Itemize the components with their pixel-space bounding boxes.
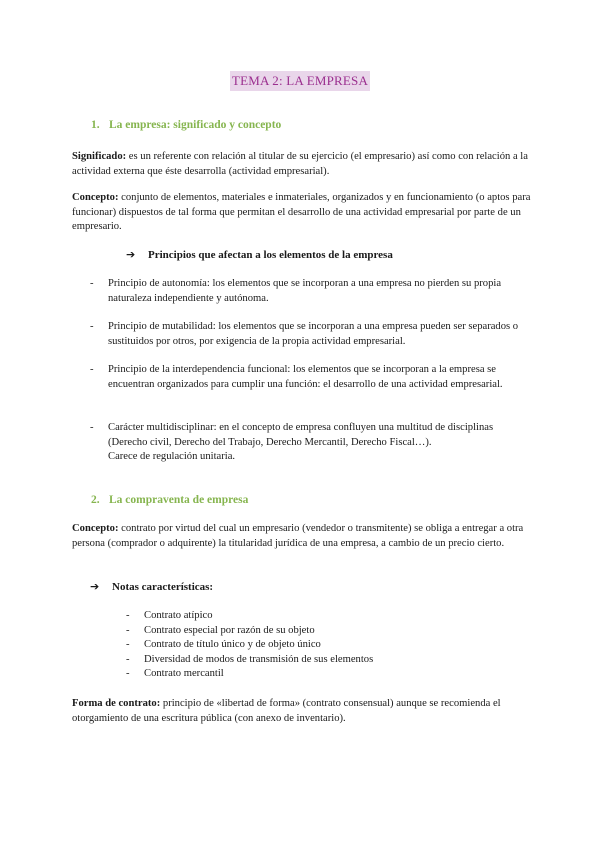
dash-marker: -: [126, 624, 130, 636]
concepto-text: contrato por virtud del cual un empresario (vendedor o transmitente) se obliga a entregar a otra persona (comprador o adquirente) la titularidad jurídica de una empresa, a cambio de un precio cierto.: [72, 523, 524, 549]
section-number: 1.: [91, 119, 100, 131]
list-item-text: Contrato especial por razón de su objeto: [144, 624, 315, 636]
significado-text: es un referente con relación al titular de su ejercicio (el empresario) así como con relación a la actividad externa que éste desarrolla (actividad empresarial).: [72, 151, 528, 177]
dash-marker: -: [90, 364, 94, 375]
section-title: La empresa: significado y concepto: [109, 119, 282, 131]
notas-heading-text: Notas características:: [112, 581, 214, 593]
list-item-text: Principio de mutabilidad: los elementos que se incorporan a una empresa pueden ser separados o sustituidos por otros, por exigencia de la propia actividad empresarial.: [108, 321, 519, 347]
list-item-text: Carácter multidisciplinar: en el concepto de empresa confluyen una multitud de disciplinas (Derecho civil, Derecho del Trabajo, Derecho Mercantil, Derecho Fiscal…).: [108, 422, 494, 448]
list-item: [90, 320, 530, 349]
concepto-label: Concepto:: [72, 523, 119, 534]
list-item-text: Contrato mercantil: [144, 668, 224, 680]
list-item-extra-text: Carece de regulación unitaria.: [108, 451, 236, 463]
section-heading-1: [91, 119, 281, 131]
concepto-text: conjunto de elementos, materiales e inmateriales, organizados y en funcionamiento (o aptos para funcionar) dispuestos de tal forma que permitan el desarrollo de una actividad empresarial por parte de un empresario.: [72, 192, 531, 233]
list-item-text: Diversidad de modos de transmisión de sus elementos: [144, 653, 374, 665]
list-item: [90, 363, 530, 392]
dash-marker: -: [126, 639, 130, 651]
list-item: [90, 277, 530, 306]
significado-label: Significado:: [72, 151, 127, 162]
list-item-text: Principio de la interdependencia funcional: los elementos que se incorporan a la empresa se encuentran organizados para cumplir una función: el desarrollo de una actividad empresarial.: [108, 364, 503, 390]
arrow-right-icon: ➔: [126, 248, 136, 261]
dash-marker: -: [90, 422, 94, 433]
dash-marker: -: [90, 278, 94, 289]
forma-text: principio de «libertad de forma» (contrato consensual) aunque se recomienda el otorgamiento de una escritura pública (con anexo de inventario).: [72, 698, 501, 724]
section-heading-2: [91, 494, 248, 506]
list-item-text: Contrato atípico: [144, 610, 213, 621]
section-title: La compraventa de empresa: [109, 494, 249, 506]
dash-marker: -: [90, 321, 94, 332]
list-item-text: Contrato de título único y de objeto único: [144, 639, 321, 651]
list-item-text: Principio de autonomía: los elementos que se incorporan a una empresa no pierden su propia naturaleza independiente y autónoma.: [108, 278, 502, 304]
arrow-right-icon: ➔: [90, 580, 100, 593]
dash-marker: -: [126, 653, 130, 665]
notas-heading: [90, 580, 213, 593]
concepto-paragraph: [72, 191, 542, 235]
principios-heading-text: Principios que afectan a los elementos de la empresa: [148, 249, 393, 261]
section-number: 2.: [91, 494, 100, 506]
list-item: [90, 421, 530, 465]
title-wrap: [0, 70, 600, 91]
principios-heading: [126, 248, 393, 261]
forma-label: Forma de contrato:: [72, 698, 161, 709]
document-title: TEMA 2: LA EMPRESA: [230, 71, 370, 91]
dash-marker: -: [126, 668, 130, 680]
significado-paragraph: [72, 150, 542, 179]
concepto-compraventa-paragraph: [72, 522, 542, 551]
concepto-label: Concepto:: [72, 192, 119, 203]
dash-marker: -: [126, 610, 130, 621]
forma-contrato-paragraph: [72, 697, 542, 726]
